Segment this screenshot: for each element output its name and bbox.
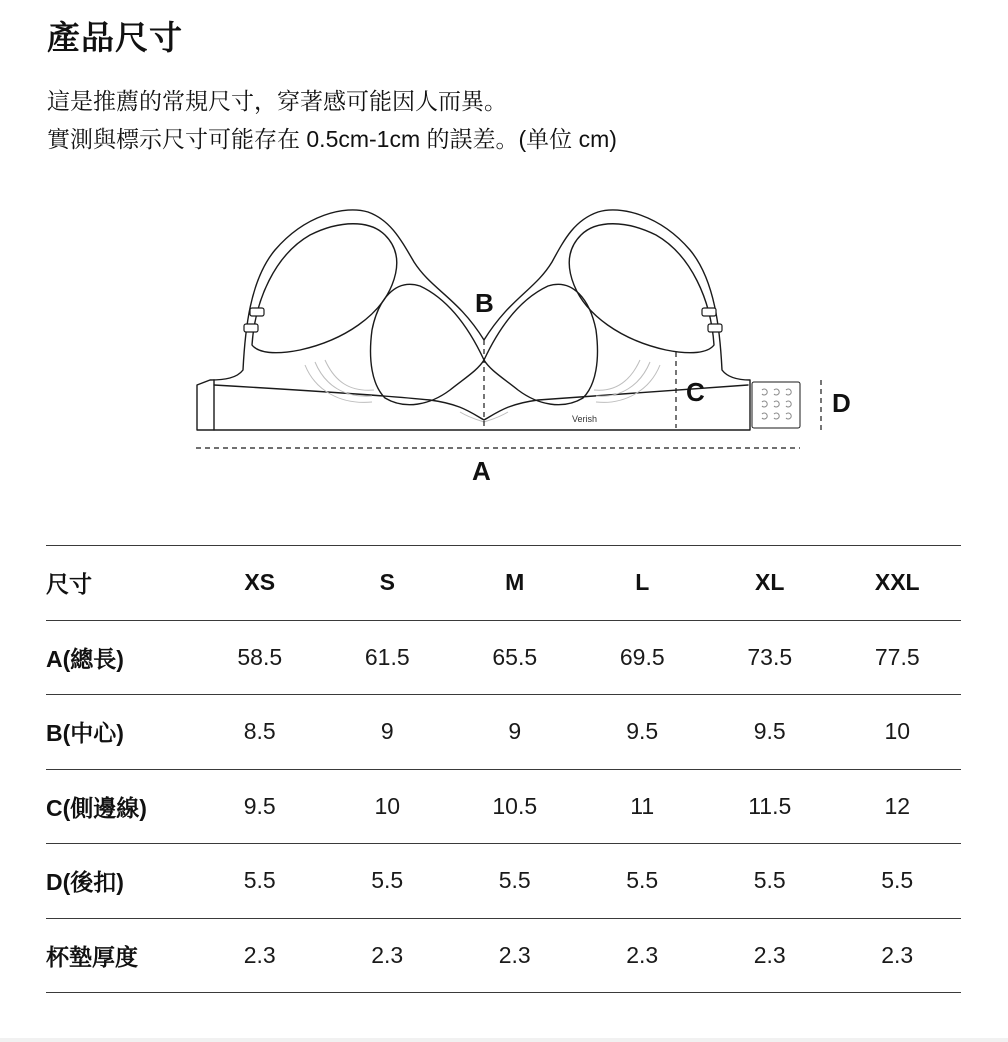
table-cell: 9.5 — [196, 769, 324, 844]
bra-measurement-diagram — [0, 190, 1008, 500]
right-strap-inner — [569, 224, 714, 353]
table-cell: 2.3 — [834, 918, 962, 993]
table-cell: 61.5 — [324, 620, 452, 695]
table-row — [46, 844, 961, 919]
table-row — [46, 620, 961, 695]
table-cell: 73.5 — [706, 620, 834, 695]
row-label: A(總長) — [46, 620, 196, 695]
table-header-size: 尺寸 — [46, 546, 196, 621]
table-cell: 2.3 — [324, 918, 452, 993]
table-cell: 9 — [451, 695, 579, 770]
table-cell: 5.5 — [706, 844, 834, 919]
row-label: B(中心) — [46, 695, 196, 770]
right-cup — [484, 284, 597, 404]
table-cell: 69.5 — [579, 620, 707, 695]
description-line-2: 實測與標示尺寸可能存在 0.5cm-1cm 的誤差。(单位 cm) — [47, 126, 617, 152]
row-label: 杯墊厚度 — [46, 918, 196, 993]
table-cell: 2.3 — [451, 918, 579, 993]
bra-outline-illustration — [0, 190, 1008, 500]
brand-label: Verish — [572, 414, 598, 424]
row-label: D(後扣) — [46, 844, 196, 919]
table-cell: 10.5 — [451, 769, 579, 844]
table-row — [46, 769, 961, 844]
table-header-xxl: XXL — [834, 546, 962, 621]
table-cell: 77.5 — [834, 620, 962, 695]
table-cell: 5.5 — [579, 844, 707, 919]
left-cup — [371, 284, 484, 404]
table-cell: 58.5 — [196, 620, 324, 695]
table-cell: 11.5 — [706, 769, 834, 844]
table-header-xl: XL — [706, 546, 834, 621]
band-curve — [214, 385, 748, 420]
table-cell: 65.5 — [451, 620, 579, 695]
label-c: C — [686, 377, 705, 407]
table-cell: 8.5 — [196, 695, 324, 770]
table-cell: 5.5 — [834, 844, 962, 919]
left-strap-inner — [252, 224, 397, 353]
page-bottom-divider — [0, 1038, 1008, 1042]
label-b: B — [475, 288, 494, 318]
table-cell: 9.5 — [579, 695, 707, 770]
table-cell: 5.5 — [196, 844, 324, 919]
left-strap-adjuster — [244, 324, 258, 332]
size-table — [46, 545, 961, 993]
table-cell: 5.5 — [451, 844, 579, 919]
table-header-l: L — [579, 546, 707, 621]
table-cell: 9 — [324, 695, 452, 770]
description-line-1: 這是推薦的常規尺寸，穿著感可能因人而異。 — [47, 88, 507, 114]
table-header-xs: XS — [196, 546, 324, 621]
table-cell: 12 — [834, 769, 962, 844]
table-row — [46, 918, 961, 993]
table-cell: 2.3 — [579, 918, 707, 993]
table-row — [46, 695, 961, 770]
right-strap-adjuster — [708, 324, 722, 332]
table-cell: 10 — [324, 769, 452, 844]
table-cell: 2.3 — [196, 918, 324, 993]
table-cell: 10 — [834, 695, 962, 770]
table-header-row — [46, 546, 961, 621]
description — [47, 82, 617, 158]
label-a: A — [472, 456, 491, 486]
table-cell: 2.3 — [706, 918, 834, 993]
label-d: D — [832, 388, 851, 418]
table-cell: 11 — [579, 769, 707, 844]
table-cell: 5.5 — [324, 844, 452, 919]
page-title: 產品尺寸 — [47, 19, 183, 56]
table-header-s: S — [324, 546, 452, 621]
table-header-m: M — [451, 546, 579, 621]
table-cell: 9.5 — [706, 695, 834, 770]
row-label: C(側邊線) — [46, 769, 196, 844]
